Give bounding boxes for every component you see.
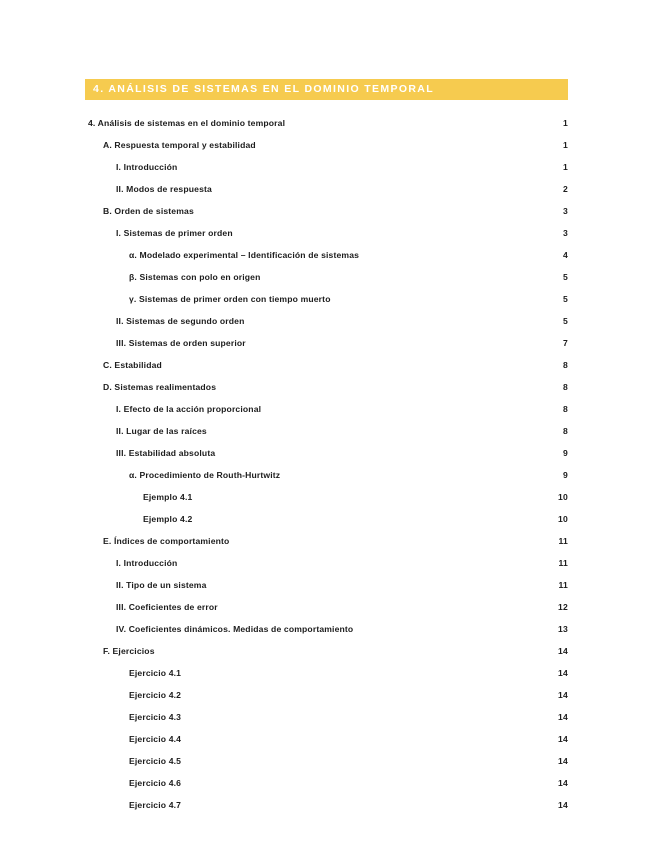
toc-entry-label: Ejercicio 4.1 [129,668,182,679]
toc-page-number: 14 [558,668,568,679]
toc-page-number: 14 [558,778,568,789]
toc-entry[interactable] [85,480,568,502]
toc-dot-leader [184,778,556,787]
toc-page-number: 14 [558,734,568,745]
toc-dot-leader [236,228,562,237]
toc-entry[interactable] [85,106,568,128]
toc-entry[interactable] [85,370,568,392]
toc-page-number: 12 [558,602,568,613]
toc-entry-label: α. Procedimiento de Routh-Hurtwitz [129,470,281,481]
toc-dot-leader [197,206,562,215]
toc-entry-label: III. Sistemas de orden superior [116,338,246,349]
toc-entry[interactable] [85,128,568,150]
toc-page-number: 5 [563,272,568,283]
toc-dot-leader [259,140,562,149]
toc-dot-leader [210,580,557,589]
toc-page-number: 14 [558,690,568,701]
toc-entry[interactable] [85,304,568,326]
toc-page-number: 10 [558,514,568,525]
toc-entry[interactable] [85,656,568,678]
toc-entry[interactable] [85,216,568,238]
toc-entry[interactable] [85,568,568,590]
toc-entry[interactable] [85,238,568,260]
toc-entry[interactable] [85,590,568,612]
toc-entry-label: IV. Coeficientes dinámicos. Medidas de comportamiento [116,624,354,635]
toc-entry[interactable] [85,744,568,766]
toc-entry[interactable] [85,612,568,634]
toc-entry[interactable] [85,150,568,172]
toc-entry[interactable] [85,634,568,656]
toc-dot-leader [210,426,562,435]
toc-dot-leader [215,184,562,193]
toc-entry-label: α. Modelado experimental – Identificación de sistemas [129,250,360,261]
toc-entry-label: γ. Sistemas de primer orden con tiempo muerto [129,294,331,305]
toc-dot-leader [362,250,561,259]
toc-dot-leader [218,448,561,457]
toc-dot-leader [158,646,557,655]
toc-entry[interactable] [85,172,568,194]
toc-dot-leader [219,382,561,391]
toc-dot-leader [356,624,556,633]
toc-entry-label: Ejercicio 4.7 [129,800,182,811]
toc-dot-leader [249,338,562,347]
toc-page-number: 11 [558,536,568,547]
toc-dot-leader [184,756,556,765]
toc-dot-leader [283,470,561,479]
toc-entry[interactable] [85,414,568,436]
toc-entry[interactable] [85,502,568,524]
toc-entry-label: Ejemplo 4.1 [143,492,193,503]
toc-entry-label: I. Efecto de la acción proporcional [116,404,262,415]
toc-entry-label: I. Introducción [116,162,178,173]
toc-dot-leader [195,514,556,523]
toc-entry-label: Ejercicio 4.2 [129,690,182,701]
toc-entry[interactable] [85,348,568,370]
toc-entry[interactable] [85,788,568,810]
toc-page-number: 14 [558,800,568,811]
toc-page-number: 14 [558,756,568,767]
toc-dot-leader [334,294,562,303]
toc-entry[interactable] [85,678,568,700]
toc-page-number: 10 [558,492,568,503]
toc-entry[interactable] [85,766,568,788]
toc-entry-label: E. Índices de comportamiento [103,536,230,547]
toc-entry-label: I. Introducción [116,558,178,569]
toc-entry[interactable] [85,194,568,216]
toc-entry[interactable] [85,260,568,282]
toc-entry[interactable] [85,326,568,348]
toc-dot-leader [180,162,561,171]
toc-entry-label: F. Ejercicios [103,646,155,657]
toc-dot-leader [184,734,556,743]
toc-entry-label: 4. Análisis de sistemas en el dominio temporal [88,118,286,129]
toc-entry-label: II. Lugar de las raíces [116,426,207,437]
toc-page-number: 5 [563,294,568,305]
chapter-heading-banner [85,79,568,100]
toc-page-number: 11 [558,558,568,569]
toc-entry-label: I. Sistemas de primer orden [116,228,233,239]
toc-page-number: 3 [563,228,568,239]
toc-entry[interactable] [85,458,568,480]
toc-entry-label: D. Sistemas realimentados [103,382,217,393]
toc-page-number: 9 [563,448,568,459]
toc-entry-label: Ejercicio 4.6 [129,778,182,789]
toc-page-number: 1 [563,118,568,129]
toc-dot-leader [221,602,557,611]
toc-dot-leader [184,800,556,809]
toc-page-number: 14 [558,646,568,657]
toc-dot-leader [184,668,556,677]
toc-page-number: 8 [563,382,568,393]
toc-entry-label: III. Coeficientes de error [116,602,218,613]
toc-dot-leader [232,536,557,545]
toc-page-number: 7 [563,338,568,349]
toc-entry-label: Ejemplo 4.2 [143,514,193,525]
toc-dot-leader [264,404,561,413]
toc-entry-label: Ejercicio 4.5 [129,756,182,767]
toc-page-number: 13 [558,624,568,635]
toc-dot-leader [184,712,556,721]
toc-entry-label: II. Sistemas de segundo orden [116,316,245,327]
toc-entry[interactable] [85,524,568,546]
toc-entry-label: β. Sistemas con polo en origen [129,272,261,283]
toc-entry-label: Ejercicio 4.4 [129,734,182,745]
chapter-heading-title: 4. ANÁLISIS DE SISTEMAS EN EL DOMINIO TEMPORAL [93,83,434,96]
toc-dot-leader [288,118,561,127]
toc-page-number: 1 [563,140,568,151]
toc-page-number: 1 [563,162,568,173]
toc-dot-leader [195,492,556,501]
toc-page-number: 8 [563,360,568,371]
toc-page-number: 8 [563,426,568,437]
toc-entry-label: Ejercicio 4.3 [129,712,182,723]
toc-page-number: 4 [563,250,568,261]
toc-page-number: 11 [558,580,568,591]
toc-entry-label: C. Estabilidad [103,360,162,371]
toc-entry-label: II. Tipo de un sistema [116,580,207,591]
toc-entry[interactable] [85,436,568,458]
toc-entry[interactable] [85,392,568,414]
toc-entry-label: A. Respuesta temporal y estabilidad [103,140,256,151]
toc-dot-leader [165,360,562,369]
toc-dot-leader [180,558,557,567]
toc-entry-label: B. Orden de sistemas [103,206,194,217]
toc-entry[interactable] [85,546,568,568]
toc-page-number: 14 [558,712,568,723]
toc-page-number: 8 [563,404,568,415]
toc-entry-label: II. Modos de respuesta [116,184,212,195]
toc-entry[interactable] [85,282,568,304]
toc-page-number: 2 [563,184,568,195]
toc-entry[interactable] [85,700,568,722]
toc-entry-label: III. Estabilidad absoluta [116,448,216,459]
toc-dot-leader [184,690,556,699]
toc-page-number: 3 [563,206,568,217]
toc-entry[interactable] [85,722,568,744]
toc-dot-leader [264,272,562,281]
toc-page-number: 9 [563,470,568,481]
table-of-contents [85,106,568,810]
toc-dot-leader [248,316,562,325]
toc-page-number: 5 [563,316,568,327]
